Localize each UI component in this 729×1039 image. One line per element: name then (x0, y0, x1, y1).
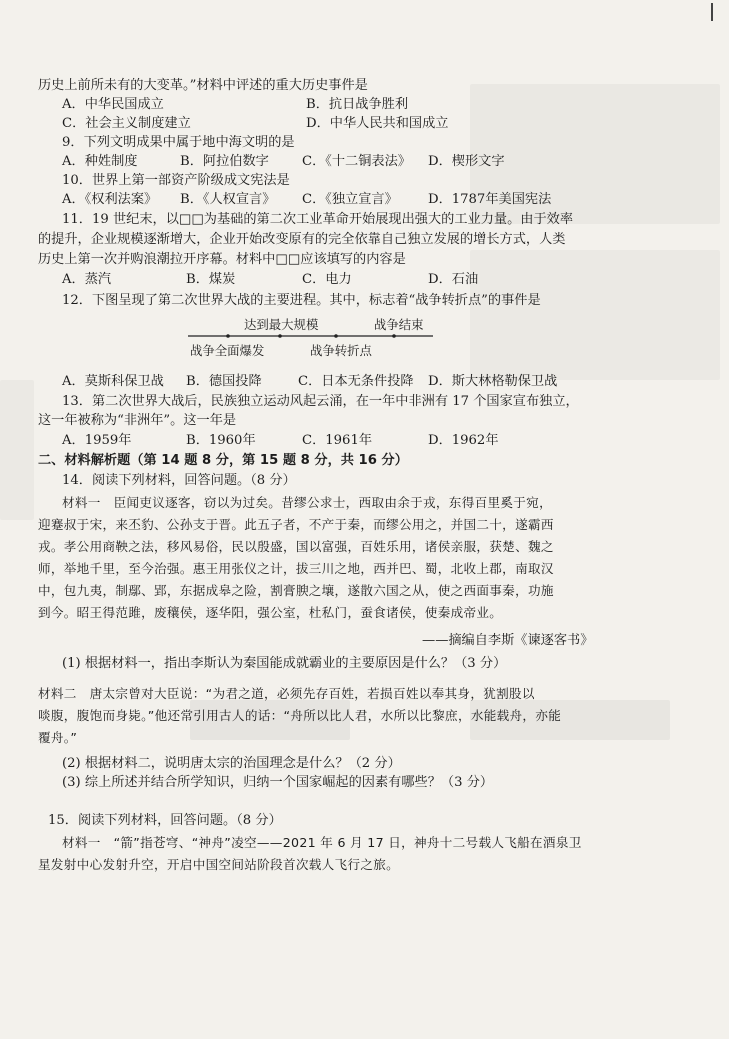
material-1-line-6: 到今。昭王得范雎，废穰侯，逐华阳，强公室，杜私门，蚕食诸侯，使秦成帝业。 (38, 605, 503, 620)
q12-option-c: C．日本无条件投降 (298, 374, 414, 389)
edge-mark (711, 3, 719, 21)
q13-option-a: A．1959年 (62, 433, 132, 448)
material-1-line-5: 中，包九夷，制鄢、郢，东据成皋之险，割膏腴之壤，遂散六国之从，使之西面事秦，功施 (38, 583, 554, 598)
question-11-stem-1: 11．19 世纪末，以□□为基础的第二次工业革命开始展现出强大的工业力量。由于效率 (62, 212, 574, 227)
question-13-stem-1: 13．第二次世界大战后，民族独立运动风起云涌，在一年中非洲有 17 个国家宣布独立， (62, 394, 579, 409)
material-2-line-3: 覆舟。” (38, 730, 78, 745)
question-14-1: (1) 根据材料一，指出李斯认为秦国能成就霸业的主要原因是什么？（3 分） (62, 656, 507, 671)
material-1-line-2: 迎蹇叔于宋，来丕豹、公孙支于晋。此五子者，不产于秦，而缪公用之，并国二十，遂霸西 (38, 517, 554, 532)
q11-option-b: B．煤炭 (186, 272, 236, 287)
timeline-label-war-outbreak: 战争全面爆发 (190, 343, 265, 358)
question-12-stem: 12．下图呈现了第二次世界大战的主要进程。其中，标志着“战争转折点”的事件是 (62, 293, 541, 308)
material-1-line-4: 师，举地千里，至今治强。惠王用张仪之计，拔三川之地，西并巴、蜀，北收上郡，南取汉 (38, 561, 554, 576)
q9-option-d: D．楔形文字 (428, 154, 505, 169)
ww2-timeline-diagram (188, 318, 438, 358)
q10-option-a: A．《权利法案》 (62, 192, 158, 207)
q8-option-c: C．社会主义制度建立 (62, 116, 191, 131)
timeline-label-turning-point: 战争转折点 (310, 343, 372, 358)
q8-option-b: B．抗日战争胜利 (306, 97, 409, 112)
question-14-3: (3) 综上所述并结合所学知识，归纳一个国家崛起的因素有哪些？（3 分） (62, 775, 494, 790)
question-15-material-1-line-1: 材料一 “箭”指苍穹、“神舟”凌空——2021 年 6 月 17 日，神舟十二号载人飞船在酒泉卫 (62, 835, 582, 850)
q13-option-d: D．1962年 (428, 433, 499, 448)
question-13-stem-2: 这一年被称为“非洲年”。这一年是 (38, 413, 237, 428)
q11-option-d: D．石油 (428, 272, 479, 287)
material-1-source: ——摘编自李斯《谏逐客书》 (422, 633, 594, 648)
question-8-stem: 历史上前所未有的大变革。”材料中评述的重大历史事件是 (38, 78, 368, 93)
bleed-through-mark (0, 380, 34, 520)
question-15-material-1-line-2: 星发射中心发射升空，开启中国空间站阶段首次载人飞行之旅。 (38, 857, 400, 872)
q12-option-b: B．德国投降 (186, 374, 262, 389)
q11-option-a: A．蒸汽 (62, 272, 112, 287)
material-2-line-1: 材料二 唐太宗曾对大臣说：“为君之道，必须先存百姓，若损百姓以奉其身，犹割股以 (38, 686, 535, 701)
q8-option-d: D．中华人民共和国成立 (306, 116, 449, 131)
question-10-stem: 10．世界上第一部资产阶级成文宪法是 (62, 173, 290, 188)
q9-option-a: A．种姓制度 (62, 154, 138, 169)
timeline-node (334, 334, 338, 338)
question-11-stem-2: 的提升，企业规模逐渐增大，企业开始改变原有的完全依靠自己独立发展的增长方式，人类 (38, 232, 566, 247)
material-1-line-3: 戎。孝公用商鞅之法，移风易俗，民以殷盛，国以富强，百姓乐用，诸侯亲服，获楚、魏之 (38, 539, 554, 554)
q12-option-a: A．莫斯科保卫战 (62, 374, 164, 389)
q13-option-b: B．1960年 (186, 433, 256, 448)
q10-option-c: C．《独立宣言》 (302, 192, 398, 207)
question-11-stem-3: 历史上第一次并购浪潮拉开序幕。材料中□□应该填写的内容是 (38, 252, 406, 267)
question-15-stem: 15．阅读下列材料，回答问题。（8 分） (48, 813, 282, 828)
question-9-stem: 9．下列文明成果中属于地中海文明的是 (62, 135, 295, 150)
q9-option-c: C．《十二铜表法》 (302, 154, 411, 169)
q12-option-d: D．斯大林格勒保卫战 (428, 374, 558, 389)
timeline-label-war-end: 战争结束 (374, 318, 424, 332)
q13-option-c: C．1961年 (302, 433, 373, 448)
question-14-stem: 14．阅读下列材料，回答问题。（8 分） (62, 473, 296, 488)
question-14-2: (2) 根据材料二，说明唐太宗的治国理念是什么？（2 分） (62, 756, 401, 771)
q8-option-a: A．中华民国成立 (62, 97, 164, 112)
timeline-label-max-scale: 达到最大规模 (244, 318, 319, 332)
timeline-node (278, 334, 282, 338)
q10-option-d: D．1787年美国宪法 (428, 192, 552, 207)
material-1-line-1: 材料一 臣闻吏议逐客，窃以为过矣。昔缪公求士，西取由余于戎，东得百里奚于宛， (62, 495, 552, 510)
timeline-node (226, 334, 230, 338)
section-2-heading: 二、材料解析题（第 14 题 8 分，第 15 题 8 分，共 16 分） (38, 453, 408, 468)
q9-option-b: B．阿拉伯数字 (180, 154, 269, 169)
q11-option-c: C．电力 (302, 272, 352, 287)
bleed-through-mark (470, 250, 720, 380)
material-2-line-2: 啖腹，腹饱而身毙。”他还常引用古人的话：“舟所以比人君，水所以比黎庶，水能载舟，亦能 (38, 708, 562, 723)
timeline-node (392, 334, 396, 338)
q10-option-b: B．《人权宣言》 (180, 192, 276, 207)
